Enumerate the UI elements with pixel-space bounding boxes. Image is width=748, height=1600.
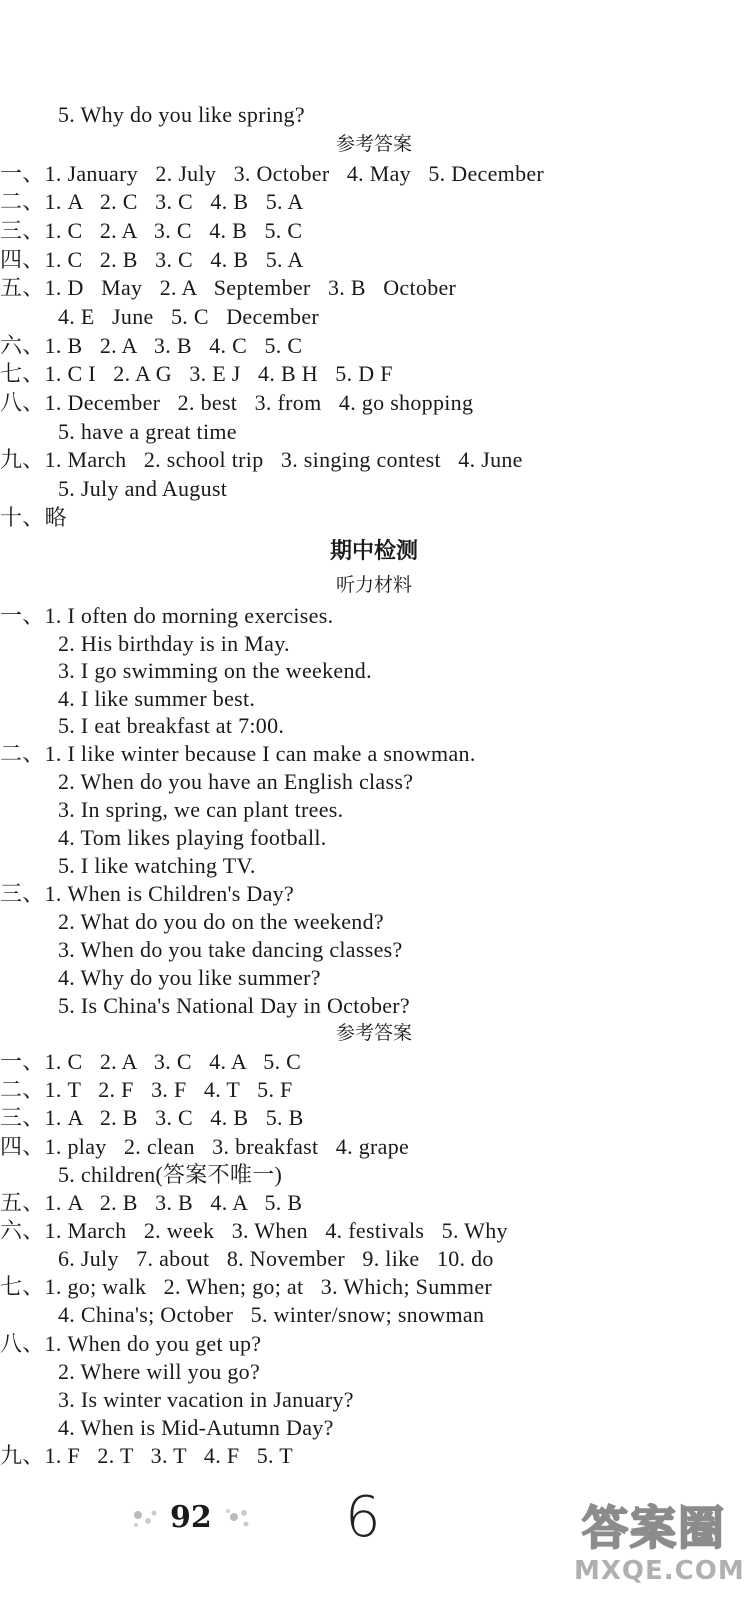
- listening-line: 3. I go swimming on the weekend.: [58, 658, 372, 683]
- answer-line: 六、1. March 2. week 3. When 4. festivals 5. Why: [0, 1218, 508, 1243]
- listening-line: 二、1. I like winter because I can make a snowman.: [0, 741, 476, 766]
- answer-line: 四、1. C 2. B 3. C 4. B 5. A: [0, 247, 304, 272]
- answer-line: 二、1. A 2. C 3. C 4. B 5. A: [0, 189, 304, 214]
- answer-line: 5. children(答案不唯一): [58, 1162, 283, 1187]
- answer-line: 八、1. December 2. best 3. from 4. go shopping: [0, 390, 474, 415]
- answer-line: 五、1. A 2. B 3. B 4. A 5. B: [0, 1190, 303, 1215]
- listening-line: 三、1. When is Children's Day?: [0, 881, 295, 906]
- answer-line: 6. July 7. about 8. November 9. like 10. do: [58, 1246, 494, 1271]
- listening-line: 3. In spring, we can plant trees.: [58, 797, 344, 822]
- answer-line: 八、1. When do you get up?: [0, 1331, 262, 1356]
- answer-line: 一、1. January 2. July 3. October 4. May 5. December: [0, 161, 545, 186]
- listening-line: 4. Why do you like summer?: [58, 965, 321, 990]
- section-heading-listening: 听力材料: [335, 574, 412, 596]
- listening-line: 2. When do you have an English class?: [58, 769, 414, 794]
- answer-line: 3. Is winter vacation in January?: [58, 1387, 354, 1412]
- page-number: 92: [170, 1500, 212, 1535]
- watermark-logo-text: 答案圈: [582, 1501, 726, 1555]
- answer-line: 5. have a great time: [58, 419, 237, 444]
- section-heading-answers: 参考答案: [335, 1022, 412, 1044]
- answer-line: 二、1. T 2. F 3. F 4. T 5. F: [0, 1077, 293, 1102]
- answer-line: 七、1. C I 2. A G 3. E J 4. B H 5. D F: [0, 361, 393, 386]
- answer-line: 4. E June 5. C December: [58, 304, 320, 329]
- listening-line: 5. I eat breakfast at 7:00.: [58, 713, 285, 738]
- handwritten-mark: 6: [345, 1485, 381, 1550]
- answer-line: 一、1. C 2. A 3. C 4. A 5. C: [0, 1049, 302, 1074]
- listening-line: 5. I like watching TV.: [58, 853, 256, 878]
- flower-ornament-icon: [222, 1505, 256, 1531]
- listening-line: 2. His birthday is in May.: [58, 631, 290, 656]
- answer-line: 三、1. A 2. B 3. C 4. B 5. B: [0, 1105, 304, 1130]
- listening-line: 5. Is China's National Day in October?: [58, 993, 411, 1018]
- listening-line: 4. Tom likes playing football.: [58, 825, 327, 850]
- listening-line: 4. I like summer best.: [58, 686, 256, 711]
- listening-line: 3. When do you take dancing classes?: [58, 937, 403, 962]
- answer-line: 六、1. B 2. A 3. B 4. C 5. C: [0, 333, 303, 358]
- answer-line: 四、1. play 2. clean 3. breakfast 4. grape: [0, 1134, 410, 1159]
- answer-line: 4. China's; October 5. winter/snow; snowman: [58, 1302, 485, 1327]
- answer-line: 五、1. D May 2. A September 3. B October: [0, 275, 457, 300]
- watermark: [574, 1492, 745, 1592]
- question-line: 5. Why do you like spring?: [58, 102, 305, 127]
- answer-line: 九、1. F 2. T 3. T 4. F 5. T: [0, 1443, 293, 1468]
- answer-line: 七、1. go; walk 2. When; go; at 3. Which; Summer: [0, 1274, 493, 1299]
- flower-ornament-icon: [128, 1505, 162, 1531]
- listening-line: 一、1. I often do morning exercises.: [0, 603, 334, 628]
- section-heading-answers: 参考答案: [335, 133, 412, 155]
- answer-line: 九、1. March 2. school trip 3. singing contest 4. June: [0, 447, 523, 472]
- section-title-midterm: 期中检测: [329, 539, 418, 564]
- answer-line: 2. Where will you go?: [58, 1359, 261, 1384]
- answer-line: 5. July and August: [58, 476, 228, 501]
- listening-line: 2. What do you do on the weekend?: [58, 909, 384, 934]
- answer-line: 三、1. C 2. A 3. C 4. B 5. C: [0, 218, 303, 243]
- answer-line: 4. When is Mid-Autumn Day?: [58, 1415, 334, 1440]
- watermark-url: MXQE.COM: [574, 1556, 745, 1586]
- answer-line: 十、略: [0, 505, 67, 530]
